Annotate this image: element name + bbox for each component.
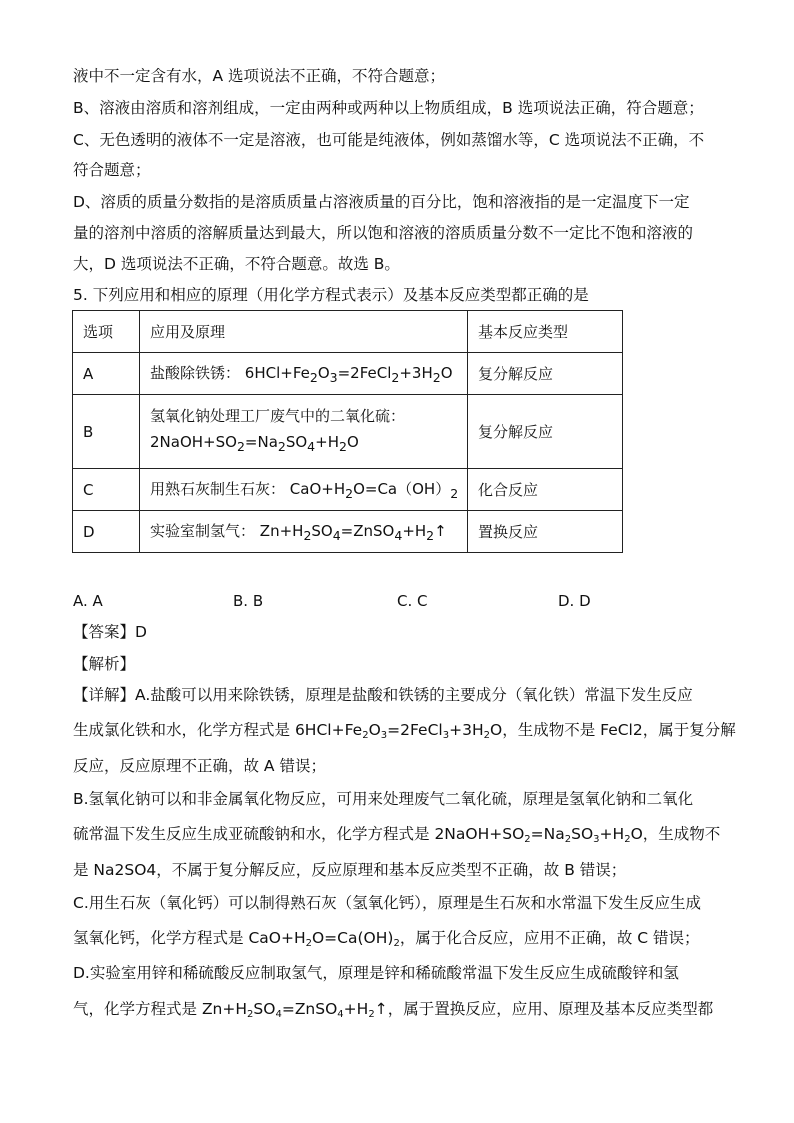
answer-line [73, 622, 147, 642]
row-reaction-type: 复分解反应 [468, 395, 623, 469]
detail-line-b3: 是 Na2SO4，不属于复分解反应，反应原理和基本反应类型不正确，故 B 错误； [73, 861, 627, 879]
detail-line-a1 [73, 685, 693, 705]
row-option: C [73, 469, 140, 511]
detail-line-d2 [73, 999, 713, 1019]
equation: $2NaOH+SO_2=Na_2SO_4+H_2O$ [150, 433, 359, 454]
detail-text: 氢氧化钙，化学方程式是 [73, 929, 249, 947]
table-row [73, 395, 623, 469]
text-line-7: 大，D 选项说法不正确，不符合题意。故选 B。 [73, 255, 400, 273]
row-option: B [73, 395, 140, 469]
row-reaction-type: 置换反应 [468, 511, 623, 553]
equation: $CaO+H_2O=Ca(OH)_2$ [289, 480, 459, 501]
row-application [140, 511, 468, 553]
detail-line-c1: C.用生石灰（氧化钙）可以制得熟石灰（氢氧化钙），原理是生石灰和水常温下发生反应生成 [73, 894, 702, 912]
row-application-text: 盐酸除铁锈： [150, 364, 241, 382]
option-c: C. C [397, 592, 428, 610]
row-application [140, 353, 468, 395]
option-a: A. A [73, 592, 103, 610]
answer-value: D [135, 623, 147, 641]
option-b: B. B [233, 592, 264, 610]
row-reaction-type: 复分解反应 [468, 353, 623, 395]
reaction-table [72, 310, 623, 553]
analysis-label: 【解析】 [73, 655, 136, 673]
option-d: D. D [558, 592, 591, 610]
detail-line-c2 [73, 928, 700, 948]
row-application-text: 实验室制氢气： [150, 522, 256, 540]
detail-line-b1: B.氢氧化钠可以和非金属氧化物反应，可用来处理废气二氧化硫，原理是氢氧化钠和二氧化 [73, 790, 694, 808]
detail-text: ，属于置换反应，应用、原理及基本反应类型都 [387, 1000, 714, 1018]
detail-text: ，生成物不是 FeCl2，属于复分解 [502, 721, 736, 739]
equation: $Zn+H_2SO_4=ZnSO_4+H_2↑$ [201, 1000, 388, 1020]
row-option: D [73, 511, 140, 553]
equation: $CaO+H_2O=Ca(OH)_2$ [248, 929, 400, 949]
table-row [73, 469, 623, 511]
text-line-5: D、溶质的质量分数指的是溶质质量占溶液质量的百分比，饱和溶液指的是一定温度下一定 [73, 193, 690, 211]
row-application [140, 469, 468, 511]
detail-line-b2 [73, 824, 720, 844]
detail-line-a2 [73, 720, 736, 740]
table-row [73, 511, 623, 553]
detail-text: ，属于化合反应，应用不正确，故 C 错误； [399, 929, 700, 947]
header-application: 应用及原理 [140, 311, 468, 353]
detail-text: 气，化学方程式是 [73, 1000, 202, 1018]
header-option: 选项 [73, 311, 140, 353]
row-application [140, 395, 468, 469]
table-header-row [73, 311, 623, 353]
detail-line-d1: D.实验室用锌和稀硫酸反应制取氢气，原理是锌和稀硫酸常温下发生反应生成硫酸锌和氢 [73, 964, 679, 982]
row-reaction-type: 化合反应 [468, 469, 623, 511]
text-line-2: B、溶液由溶质和溶剂组成，一定由两种或两种以上物质组成，B 选项说法正确，符合题意； [73, 99, 704, 117]
header-reaction-type: 基本反应类型 [468, 311, 623, 353]
equation: $Zn+H_2SO_4=ZnSO_4+H_2↑$ [259, 522, 447, 543]
text-line-1: 液中不一定含有水，A 选项说法不正确，不符合题意； [73, 67, 446, 85]
question-stem: 5. 下列应用和相应的原理（用化学方程式表示）及基本反应类型都正确的是 [73, 286, 589, 304]
answer-label: 【答案】 [73, 623, 136, 641]
table-row [73, 353, 623, 395]
text-line-4: 符合题意； [73, 161, 151, 179]
row-application-text: 氢氧化钠处理工厂废气中的二氧化硫： [150, 407, 406, 425]
detail-line-a3: 反应，反应原理不正确，故 A 错误； [73, 757, 326, 775]
equation: $6HCl+Fe_2O_3=2FeCl_3+3H_2O$ [294, 721, 503, 741]
row-option: A [73, 353, 140, 395]
equation: $6HCl+Fe_2O_3=2FeCl_2+3H_2O$ [244, 364, 453, 385]
detail-text: 硫常温下发生反应生成亚硫酸钠和水，化学方程式是 [73, 825, 435, 843]
detail-text: ，生成物不 [642, 825, 721, 843]
text-line-6: 量的溶剂中溶质的溶解质量达到最大，所以饱和溶液的溶质质量分数不一定比不饱和溶液的 [73, 224, 694, 242]
equation: $2NaOH+SO_2=Na_2SO_3+H_2O$ [434, 825, 643, 845]
text-line-3: C、无色透明的液体不一定是溶液，也可能是纯液体，例如蒸馏水等，C 选项说法不正确，不 [73, 131, 705, 149]
row-application-text: 用熟石灰制生石灰： [150, 480, 286, 498]
detail-text: 生成氯化铁和水，化学方程式是 [73, 721, 295, 739]
detail-label: 【详解】 [73, 686, 136, 704]
detail-text: A.盐酸可以用来除铁锈，原理是盐酸和铁锈的主要成分（氧化铁）常温下发生反应 [135, 686, 693, 704]
